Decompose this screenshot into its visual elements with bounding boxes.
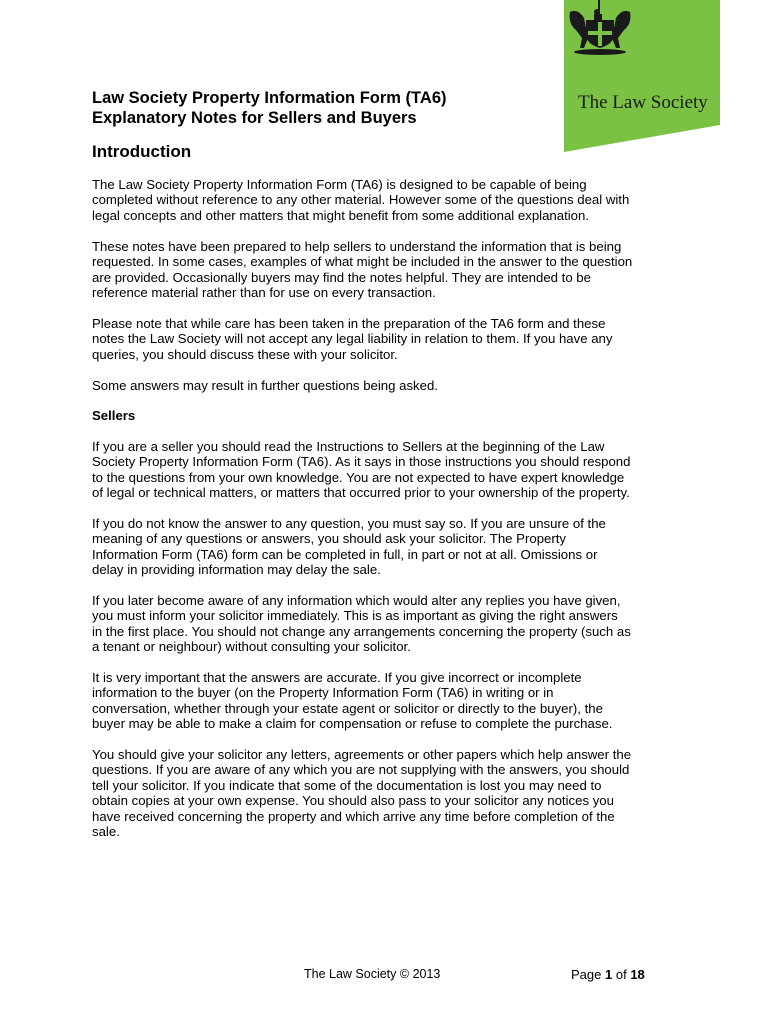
text-line: buyer may be able to make a claim for compensation or refuse to complete the purchase. xyxy=(92,716,613,732)
sellers-paragraph xyxy=(92,516,606,578)
text-line: you must inform your solicitor immediately. This is as important as giving the right answers xyxy=(92,608,618,624)
text-line: The Law Society Property Information Form (TA6) is designed to be capable of being xyxy=(92,177,587,192)
text-line: Some answers may result in further questions being asked. xyxy=(92,378,438,393)
law-society-logo xyxy=(564,0,720,152)
subtitle-line: Explanatory Notes for Sellers and Buyers xyxy=(92,109,417,127)
text-line: are provided. Occasionally buyers may find the notes helpful. They are intended to be xyxy=(92,269,591,285)
text-line: Please note that while care has been taken in the preparation of the TA6 form and these xyxy=(92,316,606,331)
text-line: If you later become aware of any information which would alter any replies you have given, xyxy=(92,593,621,608)
total-pages: 18 xyxy=(630,967,645,982)
text-line: questions. If you are aware of any which you are not supplying with the answers, you should xyxy=(92,762,630,778)
text-line: It is very important that the answers are accurate. If you give incorrect or incomplete xyxy=(92,670,582,685)
introduction-heading: Introduction xyxy=(92,142,192,161)
text-line: meaning of any questions or answers, you should ask your solicitor. The Property xyxy=(92,531,567,547)
text-line: Information Form (TA6) form can be completed in full, in part or not at all. Omissions or xyxy=(92,546,598,562)
text-line: conversation, whether through your estate agent or solicitor or directly to the buyer), the xyxy=(92,700,603,716)
text-line: a tenant or neighbour) without consulting your solicitor. xyxy=(92,639,411,655)
text-line: tell your solicitor. If you indicate that some of the documentation is lost you may need to xyxy=(92,777,602,793)
page-prefix: Page xyxy=(571,967,602,982)
page-of: of xyxy=(615,967,627,982)
text-line: If you are a seller you should read the Instructions to Sellers at the beginning of the Law xyxy=(92,439,605,454)
text-line: delay in providing information may delay the sale. xyxy=(92,562,381,578)
text-line: reference material rather than for use on every transaction. xyxy=(92,285,436,301)
text-line: requested. In some cases, examples of what might be included in the answer to the question xyxy=(92,254,633,270)
text-line: notes the Law Society will not accept any legal liability in relation to them. If you have any xyxy=(92,331,613,347)
text-line: You should give your solicitor any letters, agreements or other papers which help answer the xyxy=(92,747,632,762)
text-line: of legal or technical matters, or matters that occurred prior to your ownership of the property. xyxy=(92,485,630,501)
intro-paragraph xyxy=(92,177,629,223)
intro-paragraph xyxy=(92,378,438,393)
text-line: Society Property Information Form (TA6). As it says in those instructions you should respond xyxy=(92,454,631,470)
text-line: legal concepts and other matters that might benefit from some additional explanation. xyxy=(92,207,590,223)
text-line: in the first place. You should not change any arrangements concerning the property (such as xyxy=(92,623,631,639)
text-line: information to the buyer (on the Property Information Form (TA6) in writing or in xyxy=(92,685,554,701)
text-line: to the questions from your own knowledge. You are not expected to have expert knowledge xyxy=(92,469,625,485)
sellers-paragraph xyxy=(92,593,631,655)
document-title xyxy=(92,88,446,128)
text-line: sale. xyxy=(92,824,120,840)
footer-copyright: The Law Society © 2013 xyxy=(304,967,441,981)
text-line: These notes have been prepared to help sellers to understand the information that is being xyxy=(92,239,622,254)
sellers-paragraph xyxy=(92,439,630,501)
logo-text: The Law Society xyxy=(578,92,708,113)
current-page: 1 xyxy=(605,967,613,982)
text-line: If you do not know the answer to any question, you must say so. If you are unsure of the xyxy=(92,516,606,531)
sellers-heading: Sellers xyxy=(92,408,136,423)
coat-of-arms-icon xyxy=(564,0,636,55)
text-line: have received concerning the property and which arrive any time before completion of the xyxy=(92,808,615,824)
sellers-paragraph xyxy=(92,670,612,732)
text-line: completed without reference to any other material. However some of the questions deal with xyxy=(92,192,630,208)
sellers-paragraph xyxy=(92,747,631,839)
text-line: queries, you should discuss these with your solicitor. xyxy=(92,346,398,362)
text-line: obtain copies at your own expense. You should also pass to your solicitor any notices you xyxy=(92,793,614,809)
intro-paragraph xyxy=(92,316,612,362)
title-line: Law Society Property Information Form (TA6) xyxy=(92,89,447,107)
intro-paragraph xyxy=(92,239,632,301)
page-number xyxy=(571,967,645,982)
